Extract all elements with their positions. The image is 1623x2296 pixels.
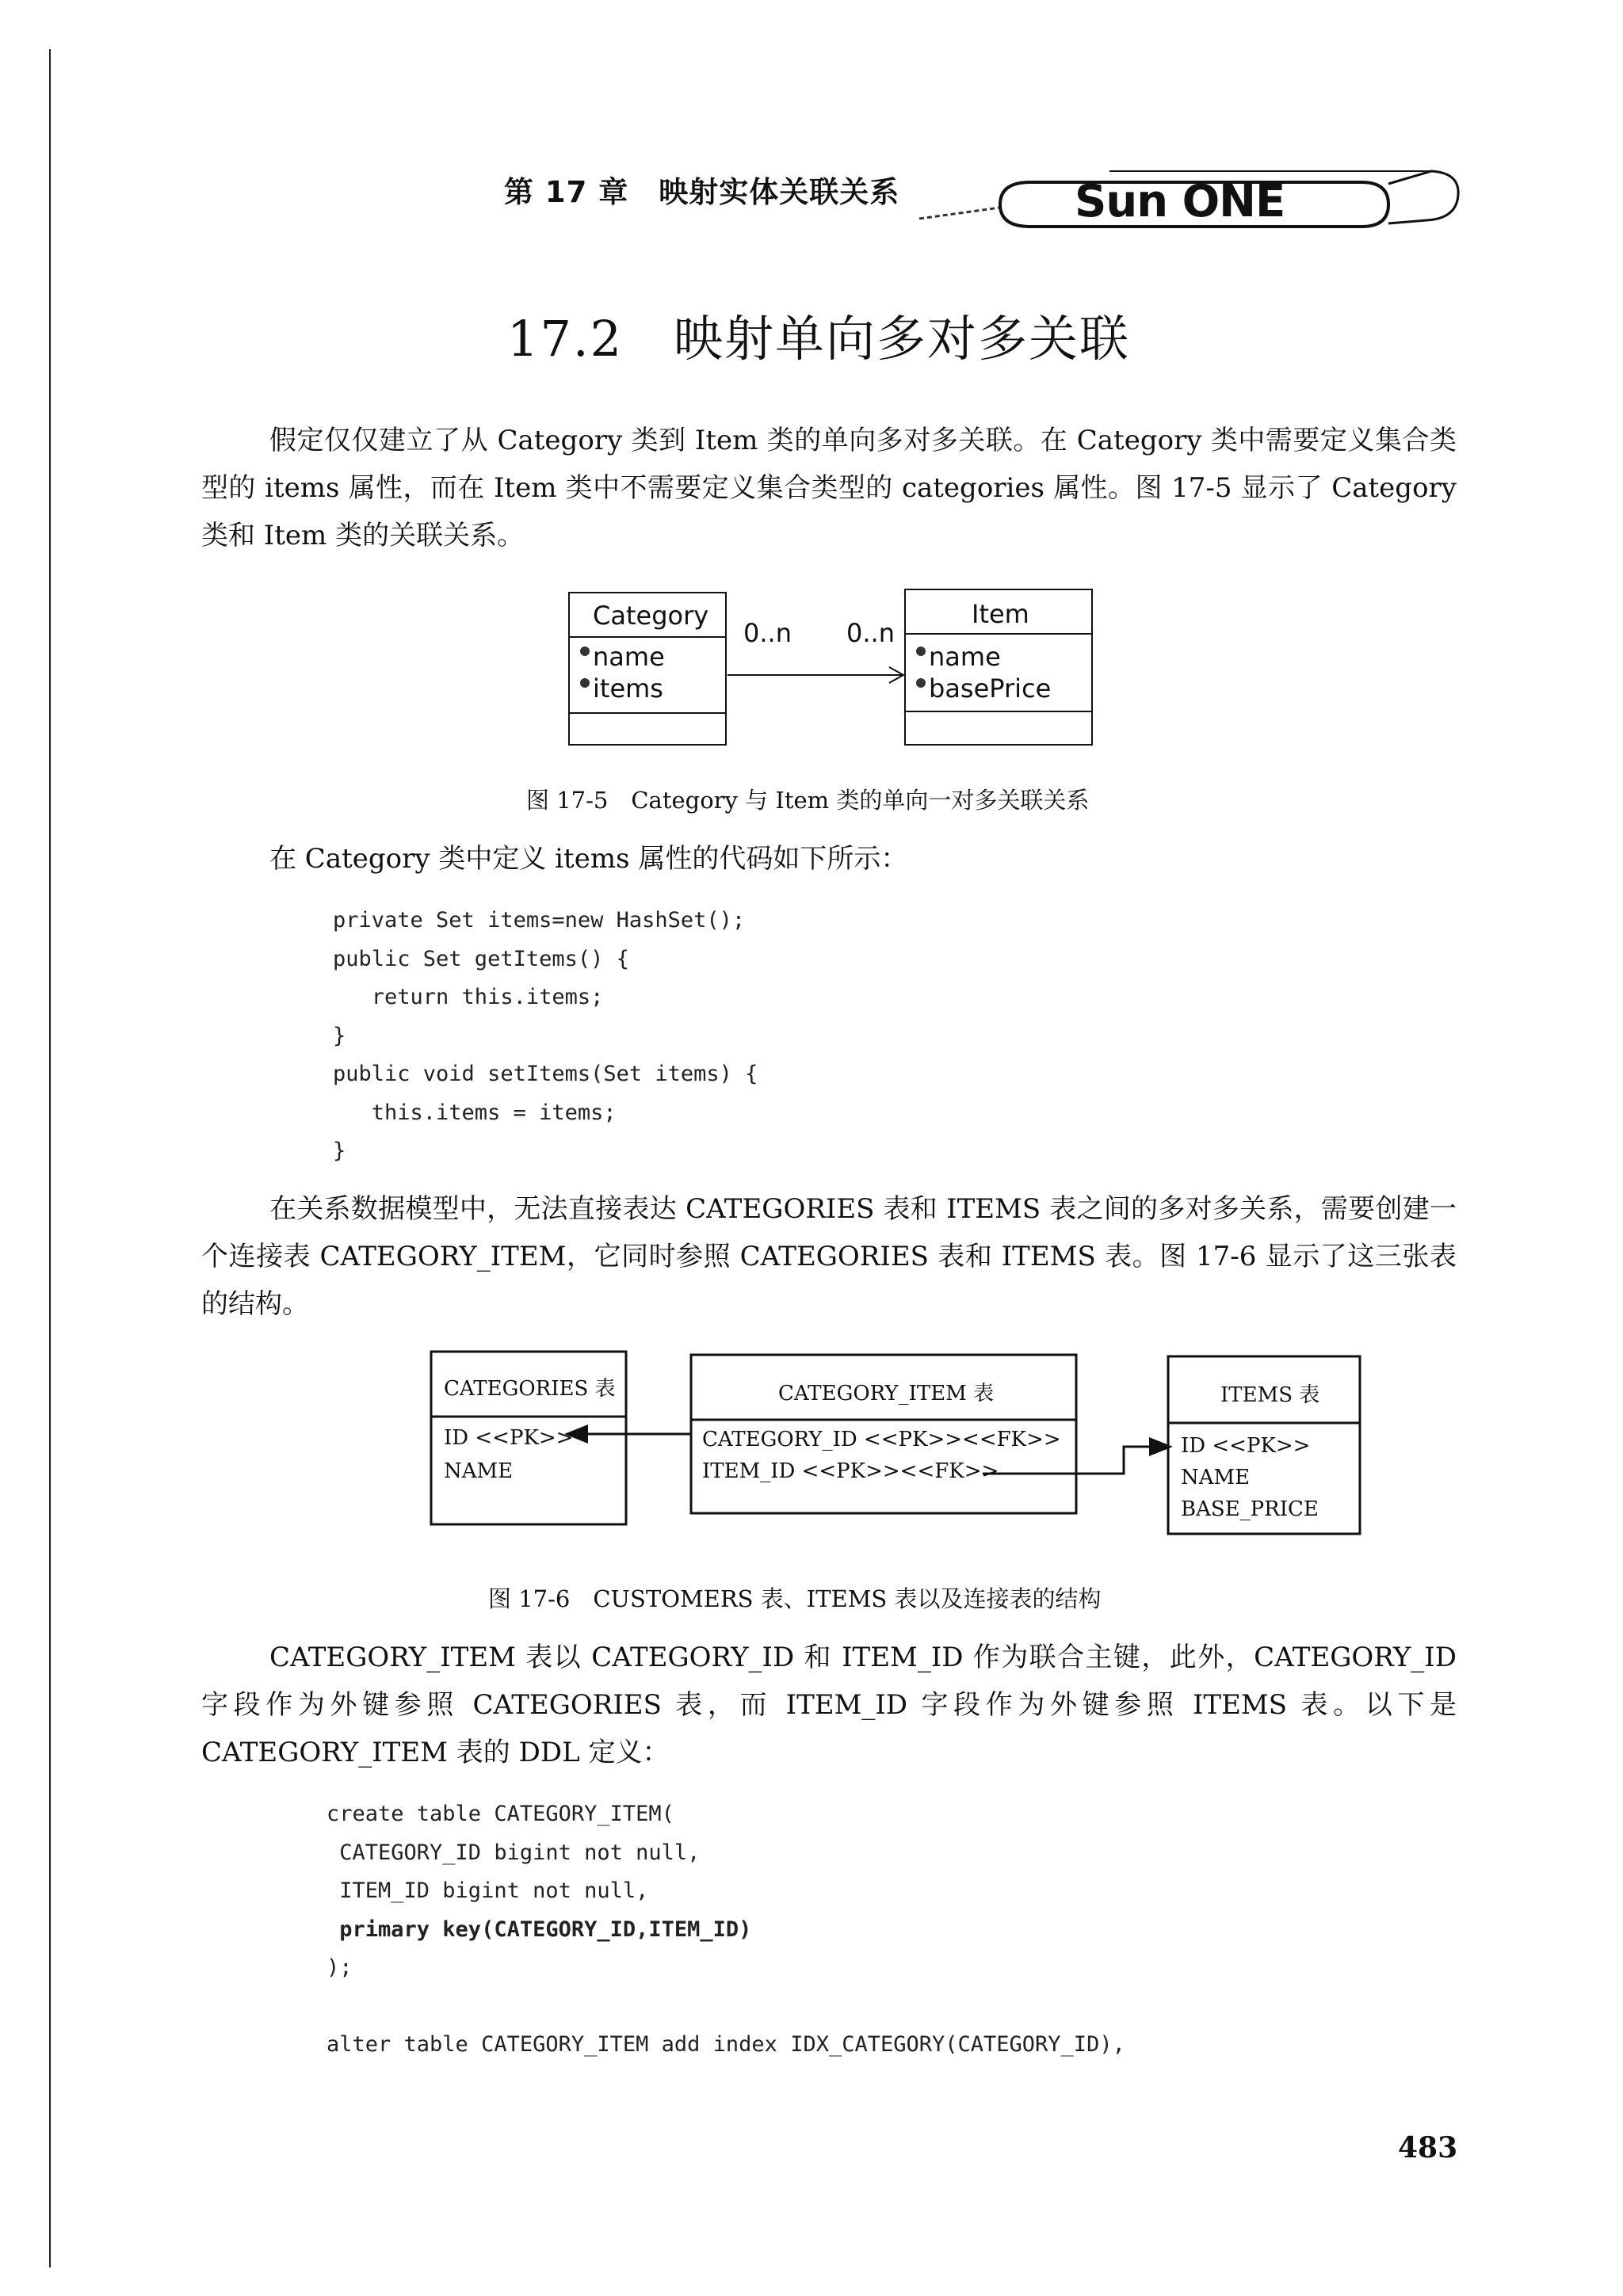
page-number: 483 [1398, 2131, 1458, 2164]
category-item-field-item-id: ITEM_ID <<PK>><<FK>> [702, 1459, 999, 1483]
code-line-primary-key: primary key(CATEGORY_ID,ITEM_ID) [327, 1917, 752, 1942]
multiplicity-right: 0..n [846, 618, 895, 648]
figure-17-6-caption: 图 17-6 CUSTOMERS 表、ITEMS 表以及连接表的结构 [488, 1585, 1102, 1612]
category-item-field-category-id: CATEGORY_ID <<PK>><<FK>> [702, 1428, 1061, 1451]
code-line: return this.items; [333, 985, 604, 1009]
code-block-ddl [327, 1795, 1125, 2064]
multiplicity-left: 0..n [743, 618, 792, 648]
items-field-name: NAME [1181, 1466, 1251, 1489]
paragraph-code-intro: 在 Category 类中定义 items 属性的代码如下所示： [269, 843, 908, 875]
item-class-name: Item [972, 599, 1029, 629]
paragraph-intro: 假定仅仅建立了从 Category 类到 Item 类的单向多对多关联。在 Category 类中需要定义集合类型的 items 属性，而在 Item 类中不需要定义集合类型的 categories 属性。图 17-5 显示了 Category 类和 Item 类的关联关系。 [201, 425, 1457, 551]
code-line: this.items = items; [333, 1100, 617, 1125]
code-line: ); [327, 1955, 353, 1980]
item-attr-baseprice: basePrice [929, 673, 1052, 704]
category-item-table-title: CATEGORY_ITEM 表 [778, 1382, 995, 1405]
code-line: private Set items=new HashSet(); [333, 908, 746, 933]
items-table-title: ITEMS 表 [1220, 1383, 1320, 1407]
categories-field-id: ID <<PK>> [444, 1426, 574, 1450]
categories-table-title: CATEGORIES 表 [444, 1377, 616, 1401]
figure-17-5-caption: 图 17-5 Category 与 Item 类的单向一对多关联关系 [526, 787, 1090, 814]
item-attr-name: name [929, 642, 1001, 672]
code-line: ITEM_ID bigint not null, [327, 1878, 649, 1903]
code-line: public void setItems(Set items) { [333, 1062, 758, 1086]
code-line: } [333, 1138, 346, 1163]
chapter-header: 第 17 章 映射实体关联关系 [504, 175, 900, 209]
items-field-base-price: BASE_PRICE [1181, 1497, 1319, 1521]
category-attr-name: name [593, 642, 665, 672]
section-title: 17.2 映射单向多对多关联 [507, 310, 1131, 368]
categories-field-name: NAME [444, 1459, 514, 1483]
paragraph-relational-model: 在关系数据模型中，无法直接表达 CATEGORIES 表和 ITEMS 表之间的多对多关系，需要创建一个连接表 CATEGORY_ITEM，它同时参照 CATEGORIES 表和 ITEMS 表。图 17-6 显示了这三张表的结构。 [201, 1193, 1457, 1320]
category-class-name: Category [593, 601, 709, 631]
items-field-id: ID <<PK>> [1181, 1434, 1311, 1458]
category-attr-items: items [593, 673, 663, 704]
code-line-alter: alter table CATEGORY_ITEM add index IDX_CATEGORY(CATEGORY_ID), [327, 2031, 1125, 2057]
code-line: CATEGORY_ID bigint not null, [327, 1840, 701, 1865]
paragraph-ddl-intro: CATEGORY_ITEM 表以 CATEGORY_ID 和 ITEM_ID 作为联合主键，此外，CATEGORY_ID 字段作为外键参照 CATEGORIES 表，而 ITEM_ID 字段作为外键参照 ITEMS 表。以下是 CATEGORY_ITEM 表的 DDL 定义： [201, 1642, 1457, 1768]
sun-one-logo: Sun ONE [1075, 176, 1285, 227]
code-line: public Set getItems() { [333, 946, 629, 971]
code-line: create table CATEGORY_ITEM( [327, 1802, 674, 1826]
code-line: } [333, 1023, 346, 1048]
